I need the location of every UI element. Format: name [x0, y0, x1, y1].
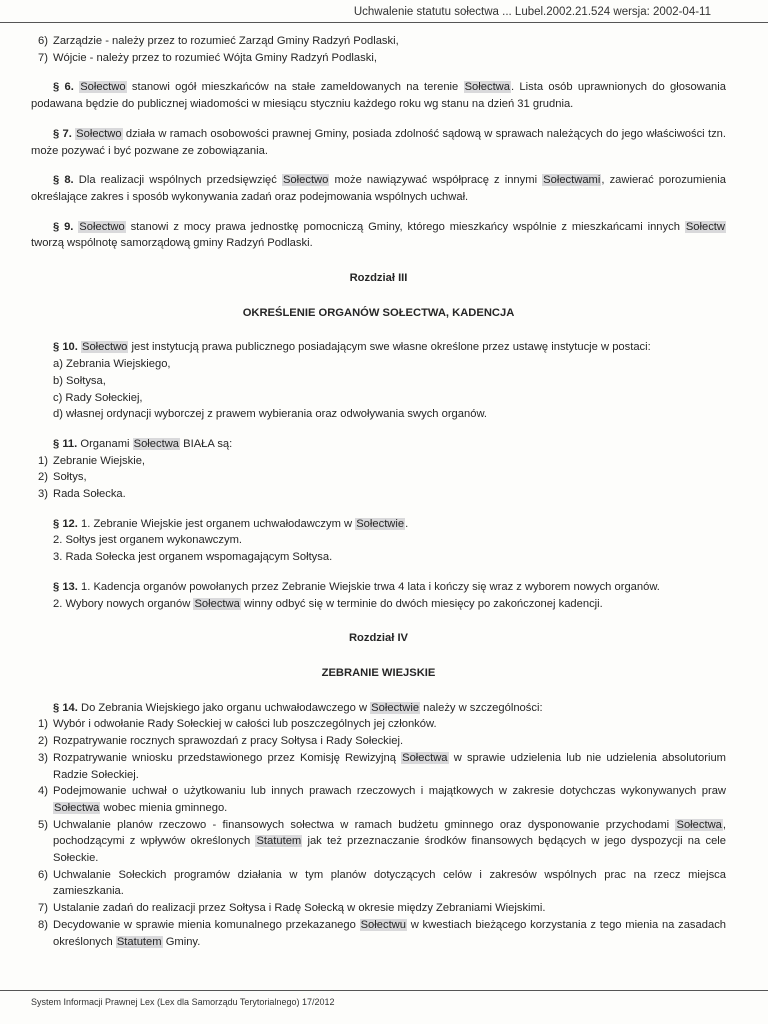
highlighted-term: Sołectwa	[54, 801, 100, 814]
highlighted-term: Sołectwo	[80, 81, 126, 94]
list-item: d) własnej ordynacji wyborczej z prawem wybierania oraz odwoływania swych organów.	[53, 408, 488, 421]
item-text: Rada Sołecka.	[53, 488, 126, 501]
item-number: 4)	[38, 785, 48, 798]
section-12	[31, 516, 726, 533]
item-text: Zebranie Wiejskie,	[53, 454, 146, 467]
highlighted-term: Sołectw	[685, 220, 725, 233]
highlighted-term: Sołectwa	[402, 751, 448, 764]
highlighted-term: Statutem	[256, 835, 302, 848]
section-number: § 9.	[53, 220, 74, 233]
running-footer	[0, 990, 768, 1021]
highlighted-term: Sołectwie	[356, 517, 405, 530]
header-text: Uchwalenie statutu sołectwa ... Lubel.2002.21.524 wersja: 2002-04-11	[353, 6, 711, 18]
section-number: § 12.	[53, 517, 78, 530]
item-number: 1)	[38, 454, 48, 467]
highlighted-term: Sołectwie	[371, 701, 420, 714]
list-item	[31, 50, 726, 67]
item-text: Zarządzie - należy przez to rozumieć Zarząd Gminy Radzyń Podlaski,	[53, 35, 399, 47]
section-text: Dla realizacji wspólnych przedsięwzięć Sołectwo może nawiązywać współpracę z innymi Sołectwami, zawierać porozumienia określające zakres i sposób wykonywania zadań oraz podejmowania wspólnych uchwał.	[31, 174, 726, 203]
list-item	[31, 453, 726, 470]
item-text: Decydowanie w sprawie mienia komunalnego przekazanego Sołectwu w kwestiach bieżącego korzystania z tego mienia na zasadach określonych Statutem Gminy.	[53, 918, 727, 948]
chapter-label: Rozdział IV	[348, 632, 409, 645]
item-number: 2)	[38, 471, 48, 484]
highlighted-term: Sołectwo	[82, 341, 128, 354]
item-text: Uchwalanie planów rzeczowo - finansowych sołectwa w ramach budżetu gminnego oraz dysponowanie przychodami Sołectwa, pochodzącymi z wpływów określonych Statutem jak też przeznaczanie środków finansowych będących w jego dyspozycji na cele Sołeckie.	[53, 818, 726, 865]
item-number: 5)	[38, 818, 48, 831]
item-text: Rozpatrywanie rocznych sprawozdań z pracy Sołtysa i Rady Sołeckiej.	[53, 735, 404, 748]
list-item: 2. Wybory nowych organów Sołectwa winny odbyć się w terminie do dwóch miesięcy po zakończonej kadencji.	[53, 597, 603, 610]
list-item: b) Sołtysa,	[53, 374, 106, 387]
list-item	[31, 750, 726, 783]
section-text: Organami Sołectwa BIAŁA są:	[80, 437, 233, 450]
section-number: § 7.	[53, 127, 72, 140]
chapter-title: ZEBRANIE WIEJSKIE	[321, 666, 436, 679]
section-text: Do Zebrania Wiejskiego jako organu uchwałodawczego w Sołectwie należy w szczególności:	[81, 701, 543, 714]
highlighted-term: Sołectwo	[282, 174, 329, 187]
chapter-title: OKREŚLENIE ORGANÓW SOŁECTWA, KADENCJA	[242, 306, 515, 319]
section-text: Sołectwo stanowi z mocy prawa jednostkę pomocniczą Gminy, którego mieszkańcy wspólnie z mieszkańcami innych Sołectw tworzą wspólnotę samorządową gminy Radzyń Podlaski.	[31, 220, 725, 250]
item-number: 2)	[38, 735, 48, 748]
section-9	[31, 219, 726, 252]
item-number: 6)	[38, 35, 48, 47]
list-item	[31, 716, 726, 733]
list-item: 2. Sołtys jest organem wykonawczym.	[53, 534, 243, 547]
section-text: Sołectwo stanowi ogół mieszkańców na stałe zameldowanych na terenie Sołectwa. Lista osób uprawnionych do głosowania podawana będzie do publicznej wiadomości w miesiącu styczniu każdego roku wg stanu na dzień 31 grudnia.	[31, 81, 726, 111]
item-number: 7)	[38, 902, 48, 915]
item-number: 6)	[38, 868, 48, 881]
list-item	[31, 33, 726, 50]
item-number: 3)	[38, 751, 48, 764]
footer-text: System Informacji Prawnej Lex (Lex dla Samorządu Terytorialnego) 17/2012	[31, 997, 335, 1007]
highlighted-term: Sołectwu	[360, 918, 406, 931]
running-header	[0, 4, 768, 23]
list-item	[31, 733, 726, 750]
item-number: 3)	[38, 488, 48, 501]
item-text: Ustalanie zadań do realizacji przez Sołtysa i Radę Sołecką w okresie między Zebraniami Wiejskimi.	[53, 902, 546, 915]
highlighted-term: Sołectwami	[543, 174, 601, 187]
section-number: § 8.	[53, 174, 74, 187]
list-item: 3. Rada Sołecka jest organem wspomagającym Sołtysa.	[53, 551, 333, 564]
list-item	[31, 867, 726, 900]
section-14	[31, 700, 726, 717]
section-number: § 11.	[53, 437, 78, 450]
section-number: § 14.	[53, 701, 78, 714]
item-text: Uchwalanie Sołeckich programów działania w tym planów dotyczących celów i zakresów wspólnych prac na rzecz miejsca zamieszkania.	[53, 868, 726, 898]
list-item	[31, 917, 726, 950]
highlighted-term: Sołectwo	[79, 220, 125, 233]
section-10	[31, 339, 726, 356]
item-number: 8)	[38, 918, 48, 931]
section-6	[31, 79, 726, 112]
section-text: Sołectwo jest instytucją prawa publicznego posiadającym swe własne określone przez ustawę instytucje w postaci:	[82, 341, 651, 354]
highlighted-term: Sołectwa	[464, 81, 510, 94]
item-number: 7)	[38, 51, 48, 64]
item-text: Wójcie - należy przez to rozumieć Wójta Gminy Radzyń Podlaski,	[53, 51, 377, 64]
list-item: a) Zebrania Wiejskiego,	[53, 358, 171, 371]
document-body	[31, 33, 726, 950]
section-8	[31, 172, 726, 205]
section-text: 1. Zebranie Wiejskie jest organem uchwałodawczym w Sołectwie.	[81, 517, 409, 530]
item-text: Podejmowanie uchwał o użytkowaniu lub innych prawach rzeczowych i majątkowych w zakresie dotychczas wykonywanych praw Sołectwa wobec mienia gminnego.	[53, 785, 726, 814]
section-7	[31, 126, 726, 159]
list-item	[31, 469, 726, 486]
section-text: Sołectwo działa w ramach osobowości prawnej Gminy, posiada zdolność sądową w sprawach należących do jego właściwości tzn. może pozywać i być pozwane ze zobowiązania.	[31, 127, 726, 157]
highlighted-term: Sołectwa	[133, 437, 180, 450]
section-text: 1. Kadencja organów powołanych przez Zebranie Wiejskie trwa 4 lata i kończy się wraz z wyborem nowych organów.	[81, 580, 660, 593]
highlighted-term: Sołectwo	[76, 127, 122, 140]
section-number: § 13.	[53, 580, 78, 593]
list-item	[31, 486, 726, 503]
list-item: c) Rady Sołeckiej,	[53, 391, 143, 404]
list-item	[31, 783, 726, 816]
section-11	[31, 436, 726, 453]
chapter-label: Rozdział III	[349, 272, 408, 285]
highlighted-term: Statutem	[116, 935, 162, 948]
item-text: Rozpatrywanie wniosku przedstawionego przez Komisję Rewizyjną Sołectwa w sprawie udzielenia lub nie udzielenia absolutorium Radzie Sołeckiej.	[53, 751, 726, 781]
item-number: 1)	[38, 718, 48, 731]
highlighted-term: Sołectwa	[676, 818, 722, 831]
item-text: Sołtys,	[53, 471, 87, 484]
item-text: Wybór i odwołanie Rady Sołeckiej w całości lub poszczególnych jej członków.	[53, 718, 437, 731]
highlighted-term: Sołectwa	[194, 597, 240, 610]
section-number: § 6.	[53, 81, 74, 94]
list-item	[31, 817, 726, 867]
section-13	[31, 579, 726, 596]
section-number: § 10.	[53, 341, 78, 354]
list-item	[31, 900, 726, 917]
